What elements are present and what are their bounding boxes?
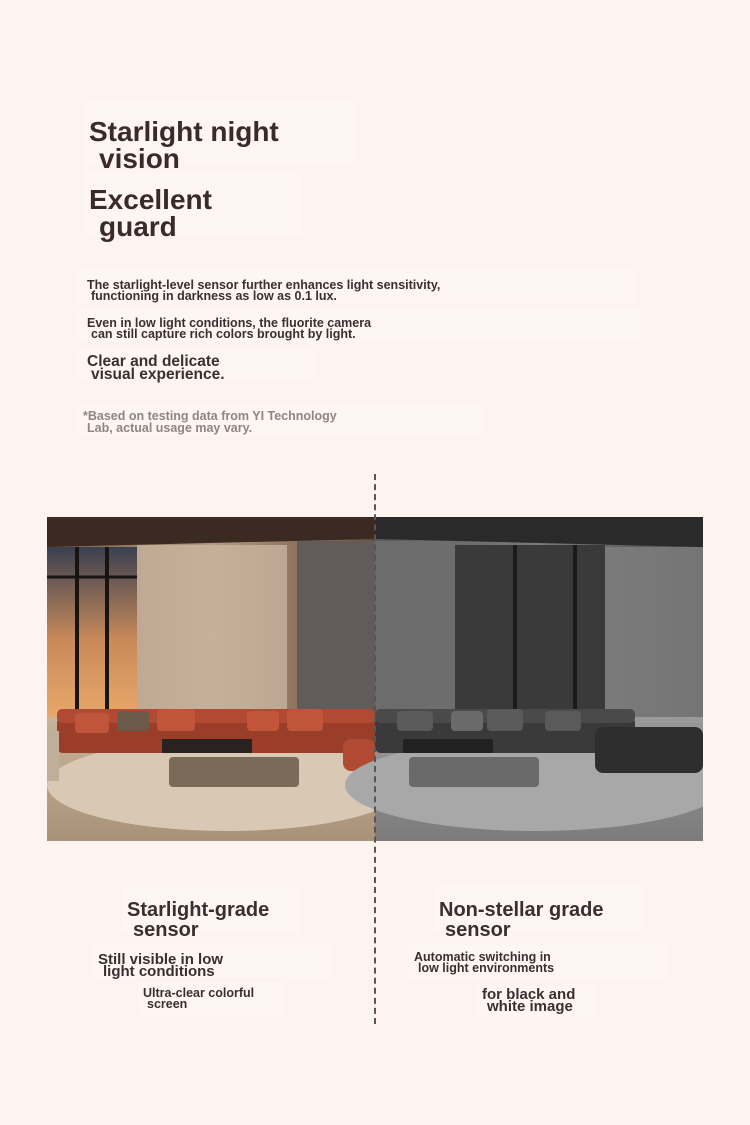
left-title-line-a: Starlight-grade [127,899,270,921]
right-title-line-a: Non-stellar grade [439,899,604,921]
headline-line-2b: guard [99,211,177,242]
paragraph-2-line-a: Even in low light conditions, the fluorite camera [87,316,372,330]
headline-line-1a: Starlight night [89,116,279,147]
disclaimer-line-a: *Based on testing data from YI Technology [83,409,337,423]
living-room-grayscale-image [345,517,703,841]
left-caption-title [127,900,327,940]
dashed-divider [374,474,376,1024]
paragraph-1-line-b: functioning in darkness as low as 0.1 lux. [91,289,337,303]
right-caption-title [439,900,669,940]
paragraph-3-line-a: Clear and delicate [87,353,220,370]
right-caption-sub1 [414,952,664,974]
headline-title-2 [89,186,299,240]
disclaimer-line-b: Lab, actual usage may vary. [87,421,253,435]
paragraph-1-line-a: The starlight-level sensor further enhances light sensitivity, [87,278,441,292]
paragraph-3 [87,355,317,381]
paragraph-3-line-b: visual experience. [91,366,225,383]
headline-line-2a: Excellent [89,184,212,215]
left-title-line-b: sensor [133,919,199,941]
left-sub1-line-a: Still visible in low [98,951,224,968]
right-title-line-b: sensor [445,919,511,941]
right-sub1-line-b: low light environments [418,961,555,975]
paragraph-2-line-b: can still capture rich colors brought by light. [91,327,356,341]
left-sub2-line-a: Ultra-clear colorful [143,986,255,1000]
left-caption-sub2 [143,988,293,1010]
headline-title-1 [89,118,349,172]
left-sub1-line-b: light conditions [103,963,215,980]
left-sub2-line-b: screen [147,997,188,1011]
left-caption-sub1 [98,951,328,980]
disclaimer-note [83,410,483,434]
right-sub1-line-a: Automatic switching in [414,950,551,964]
paragraph-1 [87,280,632,302]
headline-line-1b: vision [99,143,180,174]
right-sub2-line-a: for black and [482,986,576,1003]
right-sub2-line-b: white image [487,998,573,1015]
right-caption-sub2 [482,986,622,1015]
paragraph-2 [87,318,632,340]
